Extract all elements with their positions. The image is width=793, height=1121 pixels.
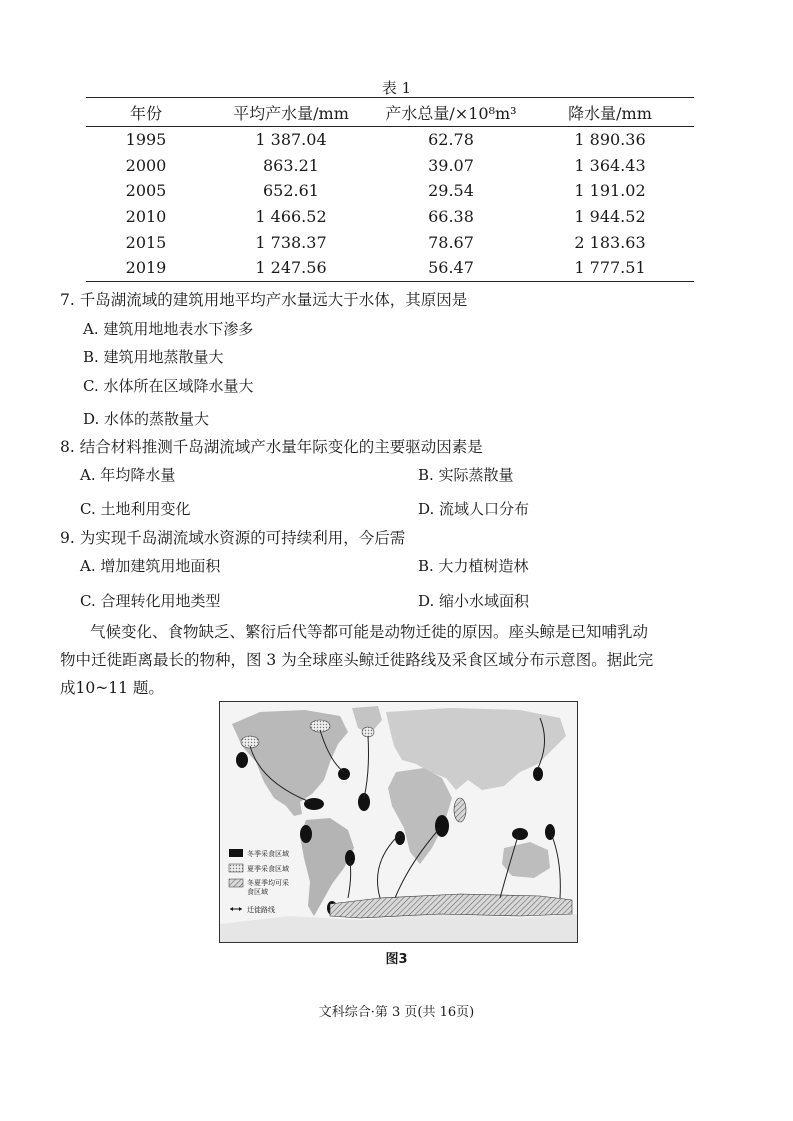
cell-precipitation: 1 364.43: [574, 155, 646, 175]
cell-precipitation: 1 191.02: [574, 181, 646, 201]
question-7-stem: 7. 千岛湖流域的建筑用地平均产水量远大于水体，其原因是: [60, 291, 468, 309]
col-header-precipitation: 降水量/mm: [526, 98, 694, 127]
question-9-stem: 9. 为实现千岛湖流域水资源的可持续利用，今后需: [60, 529, 406, 547]
cell-precipitation: 1 777.51: [526, 255, 694, 281]
question-8-option-b: B. 实际蒸散量: [418, 466, 514, 484]
question-8-option-a: A. 年均降水量: [80, 466, 176, 484]
col-header-total-yield: 产水总量/×10⁸m³: [376, 98, 526, 127]
question-7-option-a: A. 建筑用地地表水下渗多: [83, 320, 254, 338]
question-9-option-a: A. 增加建筑用地面积: [80, 557, 221, 575]
table-body: [86, 127, 694, 282]
legend-summer-label: 夏季采食区域: [247, 865, 289, 873]
question-8-option-c: C. 土地利用变化: [80, 500, 191, 518]
table-row: [86, 153, 694, 179]
cell-avg-yield: 1 387.04: [255, 130, 327, 150]
question-9-option-c: C. 合理转化用地类型: [80, 592, 221, 610]
cell-avg-yield: 1 466.52: [255, 207, 327, 227]
question-7-option-b: B. 建筑用地蒸散量大: [83, 348, 224, 366]
table-row: [86, 229, 694, 255]
question-7-option-d: D. 水体的蒸散量大: [83, 410, 210, 428]
passage-line-2: 物中迁徙距离最长的物种，图 3 为全球座头鲸迁徙路线及采食区域分布示意图。据此完: [60, 651, 654, 669]
cell-avg-yield: 1 247.56: [206, 255, 376, 281]
table-header-row: [86, 98, 694, 127]
table-row: [86, 255, 694, 281]
page-footer: 文科综合·第 3 页(共 16页): [318, 1005, 475, 1020]
col-header-avg-yield: 平均产水量/mm: [206, 98, 376, 127]
cell-total-yield: 78.67: [428, 232, 474, 252]
cell-total-yield: 29.54: [428, 181, 474, 201]
cell-precipitation: 1 890.36: [574, 130, 646, 150]
question-8-option-d: D. 流域人口分布: [418, 500, 530, 518]
world-map-svg: [220, 702, 577, 942]
figure-caption: 图3: [385, 952, 408, 967]
table-row: [86, 127, 694, 153]
legend-winter-label: 冬季采食区域: [247, 850, 289, 858]
cell-total-yield: 56.47: [376, 255, 526, 281]
cell-year: 2019: [86, 255, 206, 281]
cell-precipitation: 2 183.63: [574, 232, 646, 252]
table-row: [86, 204, 694, 230]
cell-year: 2000: [125, 155, 167, 175]
legend-summer-swatch: [229, 864, 243, 872]
cell-avg-yield: 863.21: [263, 155, 319, 175]
antarctica-landmass: [220, 914, 577, 942]
cell-total-yield: 39.07: [428, 155, 474, 175]
question-9-option-d: D. 缩小水域面积: [418, 592, 530, 610]
passage-line-3: 成10~11 题。: [60, 679, 164, 697]
cell-year: 2015: [125, 232, 167, 252]
cell-year: 2010: [125, 207, 167, 227]
cell-precipitation: 1 944.52: [574, 207, 646, 227]
cell-total-yield: 66.38: [428, 207, 474, 227]
whale-migration-map: [219, 701, 578, 943]
question-8-stem: 8. 结合材料推测千岛湖流域产水量年际变化的主要驱动因素是: [60, 438, 483, 456]
col-header-year: 年份: [86, 98, 206, 127]
legend-year-round-label-1: 冬夏季均可采: [247, 879, 289, 887]
passage: [60, 618, 740, 702]
data-table: [86, 97, 694, 282]
table-caption: 表 1: [381, 79, 412, 97]
question-9-option-b: B. 大力植树造林: [418, 557, 529, 575]
cell-year: 1995: [125, 130, 167, 150]
cell-avg-yield: 1 738.37: [255, 232, 327, 252]
legend-winter-swatch: [229, 849, 243, 857]
cell-total-yield: 62.78: [428, 130, 474, 150]
cell-avg-yield: 652.61: [263, 181, 319, 201]
cell-year: 2005: [125, 181, 167, 201]
table-row: [86, 178, 694, 204]
legend-year-round-label-2: 食区域: [247, 888, 268, 896]
legend-route-label: 迁徙路线: [247, 906, 275, 914]
question-7-option-c: C. 水体所在区域降水量大: [83, 377, 254, 395]
passage-line-1: 气候变化、食物缺乏、繁衍后代等都可能是动物迁徙的原因。座头鲸是已知哺乳动: [90, 623, 649, 641]
legend-year-round-swatch: [229, 879, 243, 887]
